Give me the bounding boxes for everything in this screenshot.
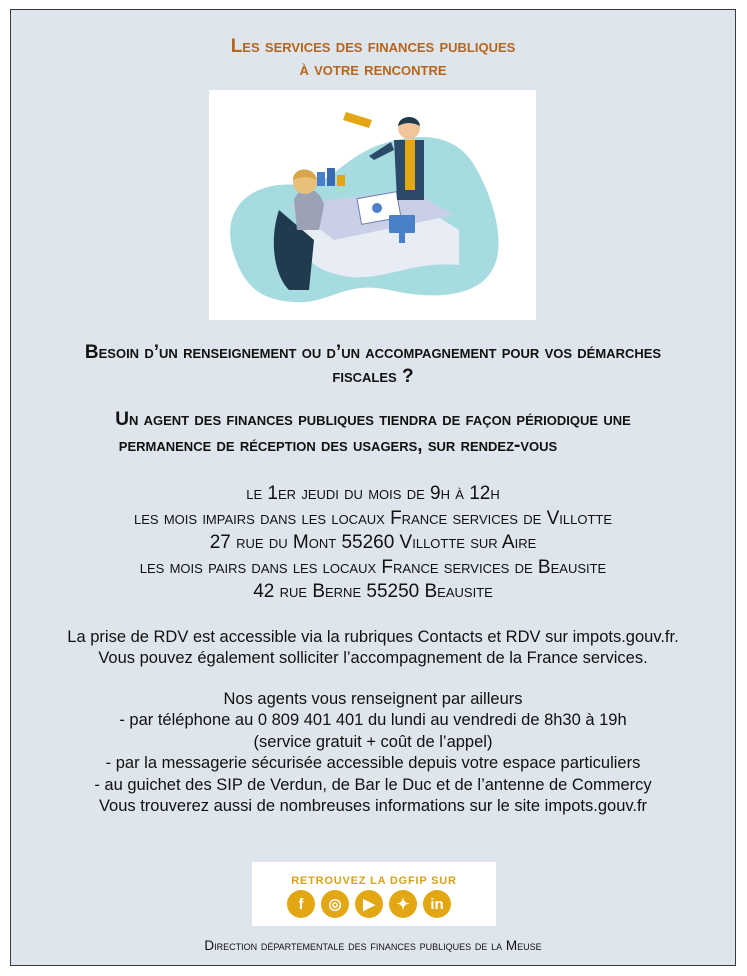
youtube-icon[interactable]: ▶ xyxy=(355,890,383,918)
schedule-line: le 1er jeudi du mois de 9h à 12h xyxy=(246,483,500,504)
social-banner xyxy=(252,862,496,926)
instagram-icon[interactable]: ◎ xyxy=(321,890,349,918)
schedule-line: 27 rue du Mont 55260 Villotte sur Aire xyxy=(209,532,537,553)
footer-text: Direction départementale des finances publiques de la Meuse xyxy=(204,938,542,953)
page-title: Les services des finances publiques à votre rencontre xyxy=(230,36,516,80)
agent-heading: Un agent des finances publiques tiendra de façon périodique une permanence de réception des usagers, sur rendez-vous xyxy=(115,409,631,456)
question-heading: Besoin d’un renseignement ou d’un accompagnement pour vos démarches fiscales ? xyxy=(84,342,662,387)
social-icons xyxy=(287,890,451,920)
twitter-icon[interactable]: ✦ xyxy=(389,890,417,918)
linkedin-icon[interactable]: in xyxy=(423,890,451,918)
schedule-line: les mois pairs dans les locaux France services de Beausite xyxy=(139,556,607,578)
poster-frame xyxy=(10,9,736,966)
rdv-paragraph: La prise de RDV est accessible via la rubriques Contacts et RDV sur impots.gouv.fr. Vous pouvez également solliciter l’accompagnement de la France services. xyxy=(67,628,679,667)
schedule-line: les mois impairs dans les locaux France services de Villotte xyxy=(133,507,613,529)
schedule-line: 42 rue Berne 55250 Beausite xyxy=(253,581,493,602)
schedule-block xyxy=(11,482,735,605)
social-label: RETROUVEZ LA DGFIP SUR xyxy=(291,875,457,887)
facebook-icon[interactable]: f xyxy=(287,890,315,918)
contacts-paragraph: Nos agents vous renseignent par ailleurs - par téléphone au 0 809 401 401 du lundi au vendredi de 8h30 à 19h (service gratuit + coût de l’appel) - par la messagerie sécurisée accessible depuis votre espace particuliers - au guichet des SIP de Verdun, de Bar le Duc et de l’antenne de Commercy Vous trouverez aussi de nombreuses informations sur le site impots.gouv.fr xyxy=(94,690,652,816)
office-illustration xyxy=(209,90,536,320)
